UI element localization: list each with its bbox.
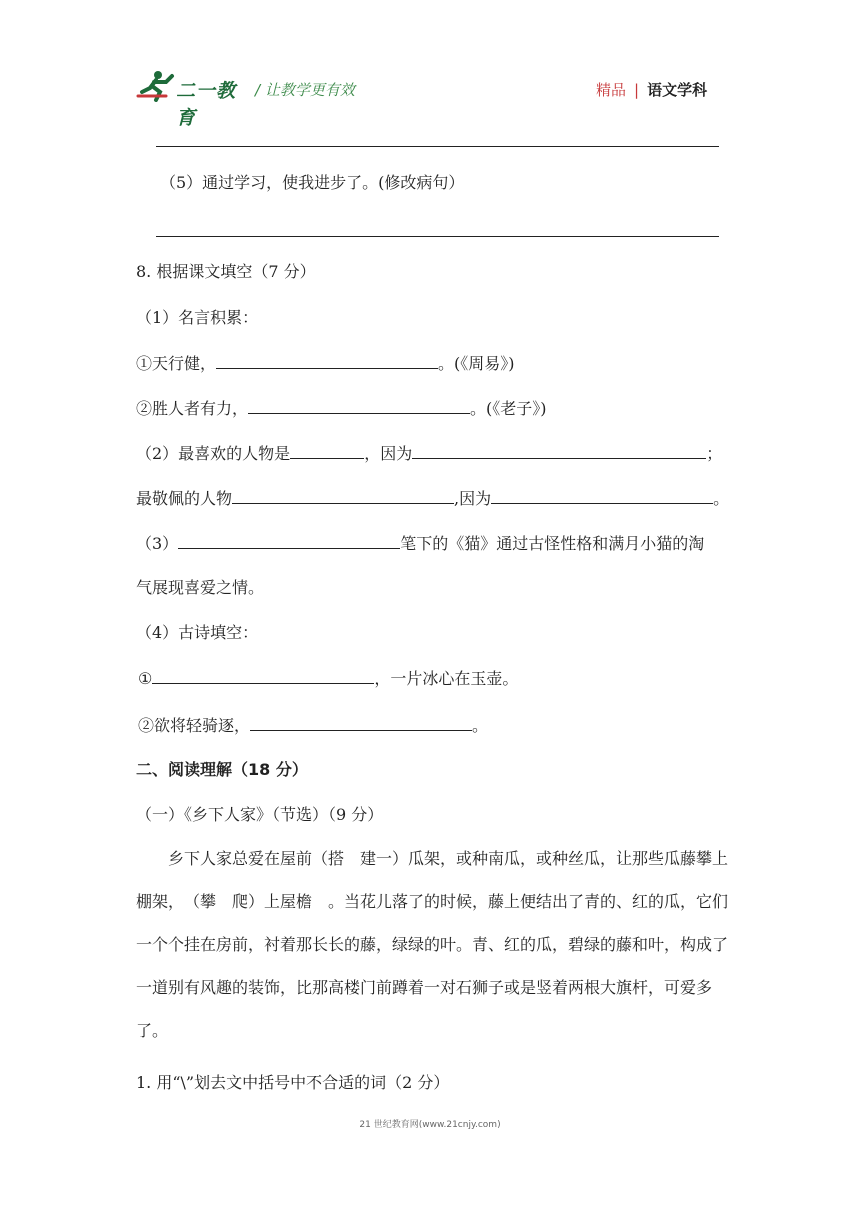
- fill-blank[interactable]: [491, 487, 713, 504]
- q8-title: 8. 根据课文填空（7 分）: [136, 262, 316, 281]
- q8-line6: 气展现喜爱之情。: [136, 578, 265, 597]
- question-1: 1. 用“\”划去文中括号中不合适的词（2 分）: [136, 1073, 450, 1092]
- subject-label: 语文学科: [647, 81, 708, 99]
- fill-blank[interactable]: [250, 714, 472, 731]
- logo: [136, 70, 246, 129]
- badge: 精品: [596, 81, 627, 99]
- section-2-title: 二、阅读理解（18 分）: [136, 760, 308, 779]
- q8-line2: ②胜人者有力， 。(《老子》): [136, 399, 547, 418]
- fill-blank[interactable]: [290, 442, 364, 459]
- question-5: （5）通过学习，使我进步了。(修改病句）: [160, 173, 465, 192]
- fill-blank[interactable]: [152, 667, 374, 684]
- q8-line5: （3） 笔下的《猫》通过古怪性格和满月小猫的淘: [136, 534, 705, 553]
- fill-blank[interactable]: [412, 442, 706, 459]
- logo-text: 二一教育: [176, 80, 237, 129]
- part-1-title: （一）《乡下人家》（节选）（9 分）: [136, 805, 384, 824]
- q8-line8: ②欲将轻骑逐， 。: [138, 716, 489, 735]
- q8-sub4: （4）古诗填空：: [136, 623, 259, 642]
- q8-line4: 最敬佩的人物 ,因为 。: [136, 489, 730, 508]
- fill-blank[interactable]: [248, 397, 470, 414]
- slogan: / 让教学更有效: [255, 81, 355, 99]
- passage: 乡下人家总爱在屋前（搭 建一）瓜架，或种南瓜，或种丝瓜，让那些瓜藤攀上棚架， （攀 爬）上屋檐 。当花儿落了的时候，藤上便结出了青的、红的瓜，它们一个个挂在房前，衬着那长长的藤，绿绿的叶。青、红的瓜，碧绿的藤和叶，构成了一道别有风趣的装饰，比那高楼门前蹲着一对石狮子或是竖着两根大旗杆，可爱多了。: [136, 849, 729, 1040]
- q8-sub1: （1）名言积累：: [136, 308, 259, 327]
- q8-line7: ① ，一片冰心在玉壶。: [138, 669, 519, 688]
- fill-blank[interactable]: [178, 532, 400, 549]
- header-right: [596, 79, 707, 100]
- fill-blank[interactable]: [216, 352, 438, 369]
- answer-line: [156, 146, 719, 147]
- footer: 21 世纪教育网(www.21cnjy.com): [359, 1120, 501, 1130]
- runner-icon: [136, 70, 176, 102]
- answer-line: [156, 236, 719, 237]
- q8-line3: （2）最喜欢的人物是 ，因为 ；: [136, 444, 723, 463]
- q8-line1: ①天行健， 。(《周易》): [136, 354, 515, 373]
- header-divider: |: [634, 81, 640, 99]
- fill-blank[interactable]: [232, 487, 454, 504]
